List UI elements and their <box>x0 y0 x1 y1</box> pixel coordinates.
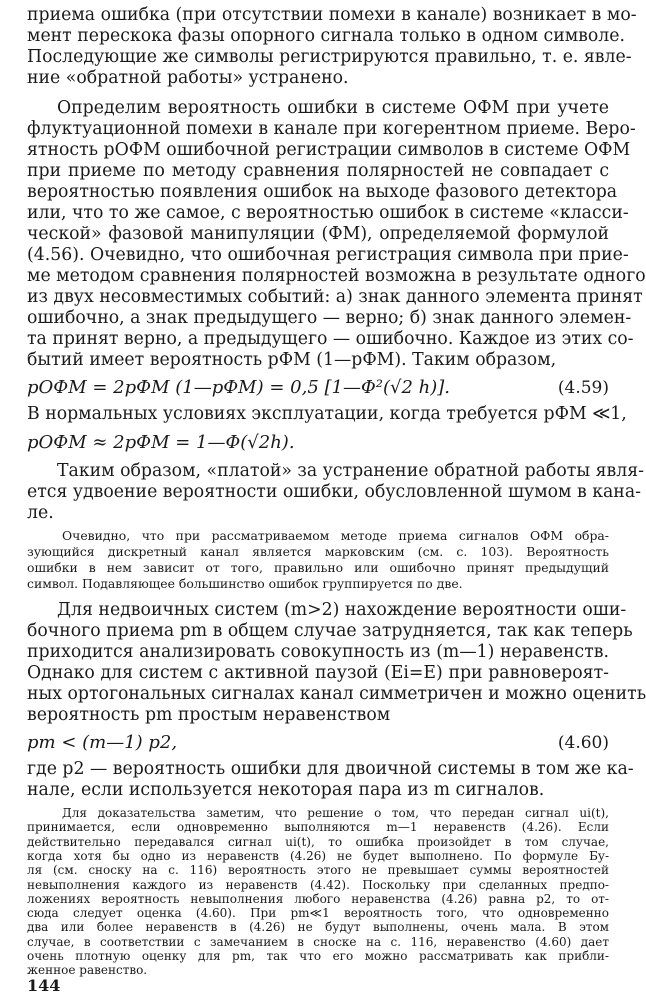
text-line: из двух несовместимых событий: а) знак данного элемента принят <box>27 287 643 307</box>
text-line: ме методом сравнения полярностей возможна в результате одного <box>27 266 646 286</box>
text-line: В нормальных условиях эксплуатации, когда требуется pФМ ≪1, <box>27 404 627 424</box>
text-line: где p2 — вероятность ошибки для двоичной системы в том же ка- <box>27 759 634 779</box>
text-line: мент перескока фазы опорного сигнала только в одном символе. <box>27 26 626 46</box>
text-line: ческой» фазовой манипуляции (ФМ), определяемой формулой <box>27 224 609 244</box>
text-line: ных ортогональных сигналах канал симметричен и можно оценить <box>27 684 646 704</box>
text-line: ется удвоение вероятности ошибки, обусловленной шумом в кана- <box>27 482 641 502</box>
text-line: бытий имеет вероятность pФМ (1—pФМ). Таким образом, <box>27 350 557 370</box>
text-line: флуктуационной помехи в канале при когерентном приеме. Веро- <box>27 119 636 139</box>
equation-body: pОФМ = 2pФМ (1—pФМ) = 0,5 [1—Φ²(√2 h)]. <box>27 377 450 398</box>
approximate-equation: pОФМ ≈ 2pФМ = 1—Φ(√2h). <box>27 432 295 453</box>
small-text-line: когда хотя бы одно из неравенств (4.26) не будет выполнено. По формуле Бу- <box>27 848 609 863</box>
text-line: приема ошибка (при отсутствии помехи в канале) возникает в мо- <box>27 5 637 25</box>
small-text-line: два или более неравенств в (4.26) не будут выполнены, очень мала. В этом <box>27 920 609 935</box>
equation-4-60 <box>27 730 609 756</box>
text-line: Однако для систем с активной паузой (Ei=E) при равновероят- <box>27 663 609 683</box>
text-line: вероятностью появления ошибок на выходе фазового детектора <box>27 182 618 202</box>
text-line: ятность pОФМ ошибочной регистрации символов в системе ОФМ <box>27 140 631 160</box>
text-line: Определим вероятность ошибки в системе ОФМ при учете <box>57 98 609 118</box>
small-text-line: очень плотную оценку для pm, так что его можно рассматривать как прибли- <box>27 949 609 963</box>
text-line: или, что то же самое, с вероятностью ошибок в системе «класси- <box>27 203 629 223</box>
text-line: приходится анализировать совокупность из (m—1) неравенств. <box>27 642 609 662</box>
text-line: ошибочно, а знак предыдущего — верно; б) знак данного элемен- <box>27 308 632 328</box>
text-line: ле. <box>27 503 54 523</box>
text-line: Последующие же символы регистрируются правильно, т. е. явле- <box>27 47 632 67</box>
small-text-line: символ. Подавляющее большинство ошибок группируется по две. <box>27 576 463 591</box>
equation-4-59 <box>27 375 609 401</box>
equation-number: (4.59) <box>557 378 609 398</box>
small-text-line: действительно передавался сигнал ui(t), то ошибка произойдет в том случае, <box>27 834 609 849</box>
small-text-line: женное равенство. <box>27 963 148 978</box>
small-text-line: принимается, если одновременно выполняются m—1 неравенств (4.26). Если <box>27 820 609 835</box>
small-text-line: Очевидно, что при рассматриваемом методе приема сигналов ОФМ обра- <box>62 528 609 543</box>
equation-number: (4.60) <box>557 733 609 753</box>
text-line: нале, если используется некоторая пара из m сигналов. <box>27 780 545 800</box>
equation-body: pm < (m—1) p2, <box>27 732 178 753</box>
text-line: бочного приема pm в общем случае затрудняется, так как теперь <box>27 621 633 641</box>
text-line: при приеме по методу сравнения полярностей не совпадает с <box>27 161 609 181</box>
text-line: Таким образом, «платой» за устранение обратной работы явля- <box>57 461 644 481</box>
text-line: вероятность pm простым неравенством <box>27 705 391 725</box>
small-text-line: ошибки в нем зависит от того, правильно или ошибочно принят предыдущий <box>27 560 609 575</box>
small-text-line: зующийся дискретный канал является марковским (см. с. 103). Вероятность <box>27 544 609 559</box>
small-text-line: ля (см. сноску на с. 116) вероятность этого не превышает суммы вероятностей <box>27 863 609 878</box>
page-number: 144 <box>27 976 61 995</box>
text-line: ние «обратной работы» устранено. <box>27 68 349 88</box>
small-text-line: невыполнения каждого из неравенств (4.42). Поскольку при сделанных предпо- <box>27 877 609 892</box>
small-text-line: ложениях вероятность невыполнения любого неравенства (4.26) равна p2, то от- <box>27 891 609 906</box>
small-text-line: случае, в соответствии с замечанием в сноске на с. 116, неравенство (4.60) дает <box>27 934 609 949</box>
text-line: Для недвоичных систем (m>2) нахождение вероятности оши- <box>57 600 627 620</box>
small-text-line: Для доказательства заметим, что решение о том, что передан сигнал ui(t), <box>62 806 609 820</box>
small-text-line: сюда следует оценка (4.60). При pm≪1 вероятность того, что одновременно <box>27 906 609 921</box>
text-line: (4.56). Очевидно, что ошибочная регистрация символа при прие- <box>27 245 629 265</box>
text-line: та принят верно, а предыдущего — ошибочно. Каждое из этих со- <box>27 329 634 349</box>
